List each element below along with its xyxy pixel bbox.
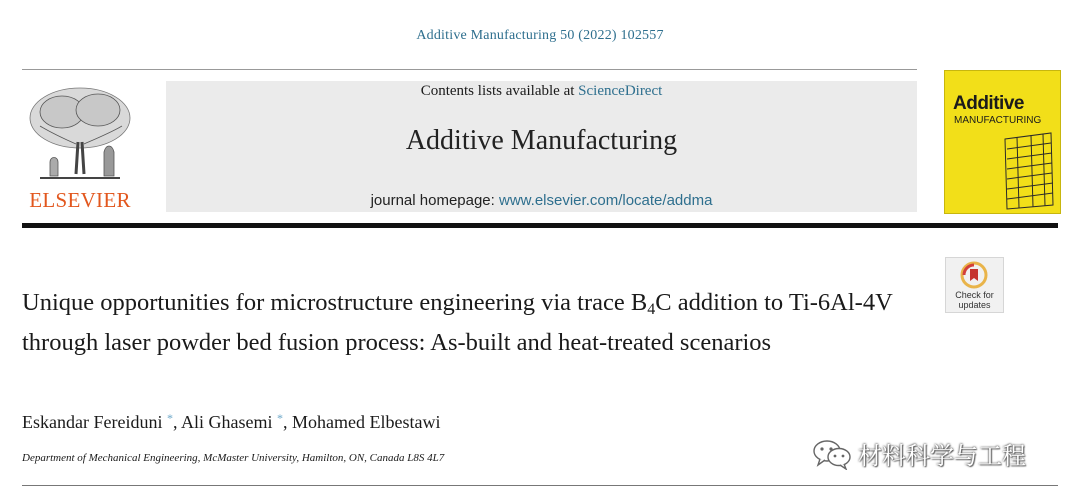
cover-subtitle: MANUFACTURING — [954, 115, 1042, 126]
journal-header — [166, 81, 917, 212]
elsevier-wordmark: ELSEVIER — [29, 188, 131, 212]
corresponding-author-mark[interactable]: * — [276, 411, 283, 425]
author-list — [22, 411, 440, 433]
bottom-divider — [22, 485, 1058, 486]
contents-line — [166, 83, 917, 100]
elsevier-logo[interactable] — [20, 82, 140, 214]
contents-prefix: Contents lists available at — [420, 83, 579, 99]
author-name[interactable]: Mohamed Elbestawi — [291, 412, 441, 432]
top-divider — [22, 69, 917, 70]
corresponding-author-mark[interactable]: * — [166, 411, 173, 425]
journal-cover[interactable] — [944, 70, 1061, 214]
author-separator: , — [172, 412, 181, 432]
journal-citation[interactable]: Additive Manufacturing 50 (2022) 102557 — [416, 28, 664, 43]
check-updates-icon — [960, 261, 988, 289]
wechat-icon — [812, 438, 852, 470]
homepage-line — [166, 192, 917, 209]
cover-art-icon — [1001, 129, 1057, 211]
article-title: Unique opportunities for microstructure engineering via trace $B_4C$ addition to Ti-6Al-4V through laser powder bed fusion process: As-built and heat-treated scenarios — [22, 289, 893, 356]
check-updates-label: Check for updates — [955, 290, 994, 310]
author-name[interactable]: Ali Ghasemi — [180, 412, 273, 432]
watermark-text: 材料科学与工程 — [858, 442, 1026, 470]
cover-title: Additive — [953, 93, 1024, 114]
journal-homepage-link[interactable]: www.elsevier.com/locate/addma — [499, 192, 713, 209]
elsevier-tree-icon — [20, 82, 140, 186]
header-divider — [22, 223, 1058, 228]
sciencedirect-link[interactable]: ScienceDirect — [578, 83, 663, 99]
author-separator: , — [282, 412, 292, 432]
subscript-4: 4 — [647, 301, 656, 318]
author-affiliation: Department of Mechanical Engineering, McMaster University, Hamilton, ON, Canada L8S 4L7 — [22, 452, 445, 464]
author-name[interactable]: Eskandar Fereiduni — [22, 412, 163, 432]
check-for-updates-button[interactable] — [945, 257, 1004, 313]
homepage-prefix: journal homepage: — [370, 192, 499, 209]
watermark — [812, 436, 1026, 471]
journal-title: Additive Manufacturing — [405, 125, 678, 156]
